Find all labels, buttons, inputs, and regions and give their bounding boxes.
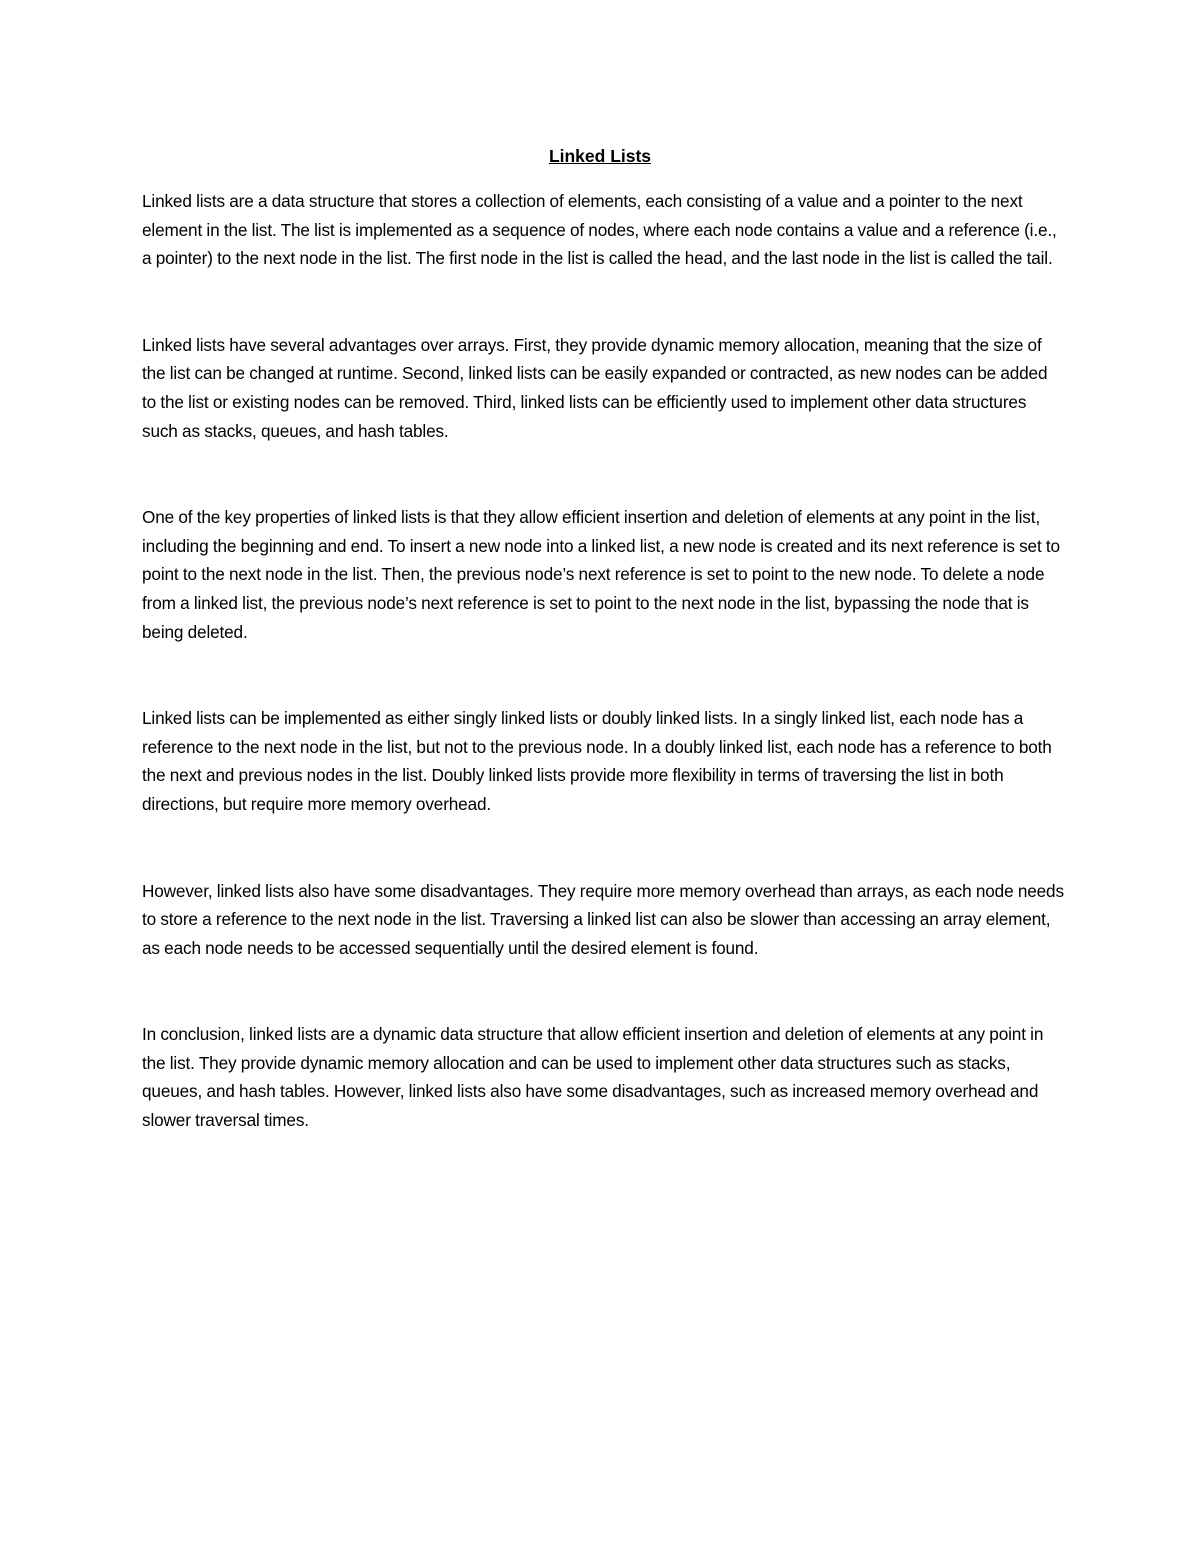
paragraph-conclusion: In conclusion, linked lists are a dynamic data structure that allow efficient insertion and deletion of elements at any point in the list. They provide dynamic memory allocation and can be used to implement other data structures such as stacks, queues, and hash tables. However, linked lists also have some disadvantages, such as increased memory overhead and slower traversal times. [142,1024,1044,1131]
document-body [142,187,1064,1193]
paragraph-insertion-deletion: One of the key properties of linked lists is that they allow efficient insertion and deletion of elements at any point in the list, including the beginning and end. To insert a new node into a linked list, a new node is created and its next reference is set to point to the next node in the list. Then, the previous node’s next reference is set to point to the new node. To delete a node from a linked list, the previous node’s next reference is set to point to the next node in the list, bypassing the node that is being deleted. [142,507,1060,642]
document-title: Linked Lists [548,146,652,166]
paragraph-introduction: Linked lists are a data structure that stores a collection of elements, each consisting of a value and a pointer to the next element in the list. The list is implemented as a sequence of nodes, where each node contains a value and a reference (i.e., a pointer) to the next node in the list. The first node in the list is called the head, and the last node in the list is called the tail. [142,191,1057,269]
paragraph-singly-doubly: Linked lists can be implemented as either singly linked lists or doubly linked lists. In a singly linked list, each node has a reference to the next node in the list, but not to the previous node. In a doubly linked list, each node has a reference to both the next and previous nodes in the list. Doubly linked lists provide more flexibility in terms of traversing the list in both directions, but require more memory overhead. [142,708,1052,814]
paragraph-advantages: Linked lists have several advantages over arrays. First, they provide dynamic memory allocation, meaning that the size of the list can be changed at runtime. Second, linked lists can be easily expanded or contracted, as new nodes can be added to the list or existing nodes can be removed. Third, linked lists can be efficiently used to implement other data structures such as stacks, queues, and hash tables. [142,334,1048,441]
paragraph-disadvantages: However, linked lists also have some disadvantages. They require more memory overhead than arrays, as each node needs to store a reference to the next node in the list. Traversing a linked list can also be slower than accessing an array element, as each node needs to be accessed sequentially until the desired element is found. [142,880,1064,958]
